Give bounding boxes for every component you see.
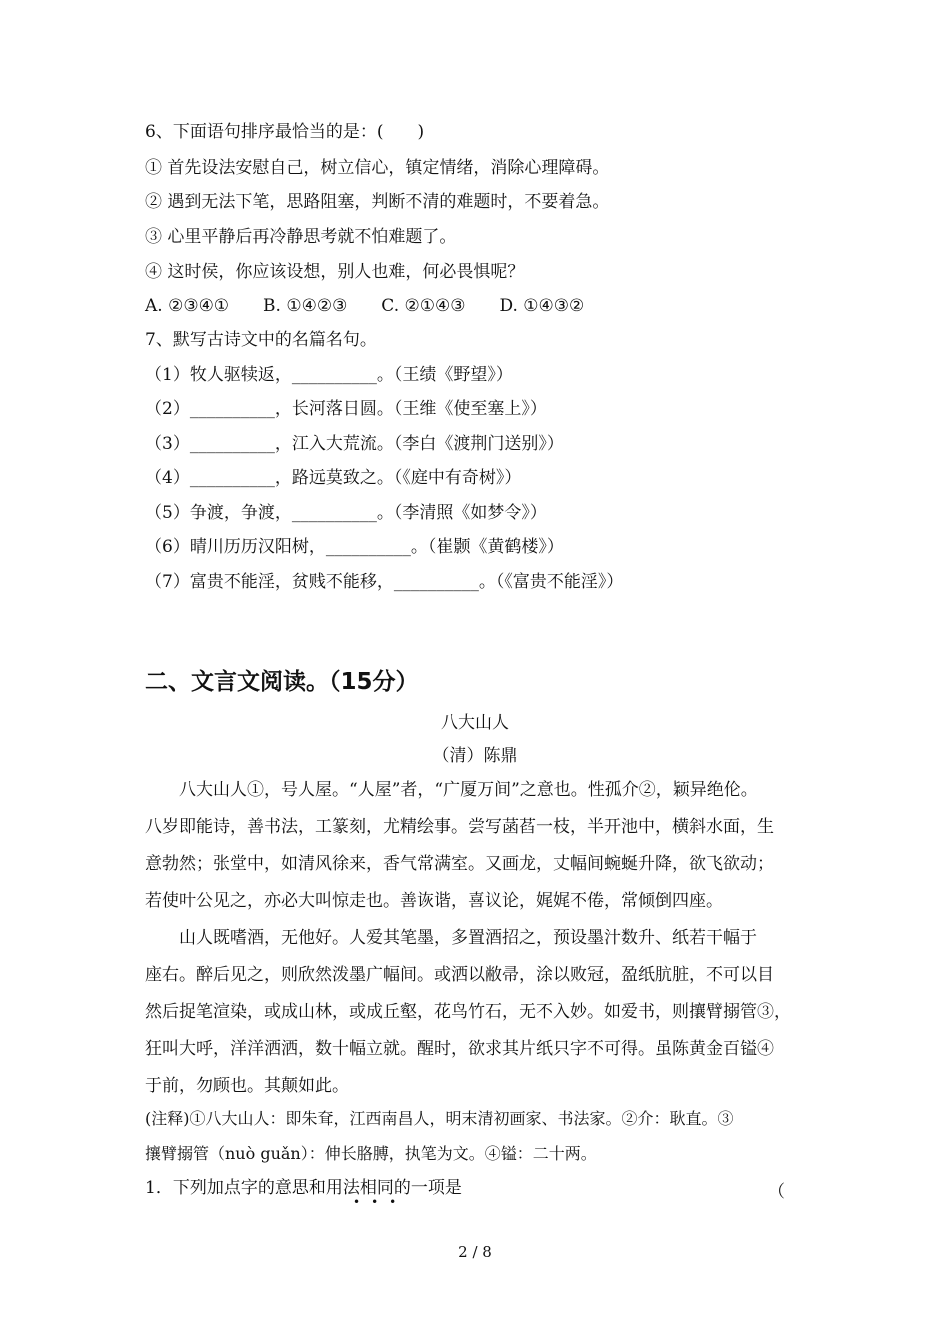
passage-title: 八大山人: [441, 713, 509, 733]
passage-author: （清）陈鼎: [432, 746, 518, 766]
q6-stem: 6、下面语句排序最恰当的是：( ): [145, 122, 425, 142]
q1-stem: 1．下列加点字的意思和用法相同的一项是: [145, 1178, 462, 1198]
p2-line-3: 然后捉笔渲染，或成山林，或成丘壑，花鸟竹石，无不入妙。如爱书，则攘臂搦管③，: [145, 1002, 791, 1022]
p1-line-4: 若使叶公见之，亦必大叫惊走也。善诙谐，喜议论，娓娓不倦，常倾倒四座。: [145, 891, 723, 911]
q6-sentence-1: ① 首先设法安慰自己，树立信心，镇定情绪，消除心理障碍。: [145, 158, 610, 178]
p1-line-3: 意勃然；张堂中，如清风徐来，香气常满室。又画龙，丈幅间蜿蜒升降，欲飞欲动；: [145, 854, 774, 874]
p1-line-2: 八岁即能诗，善书法，工篆刻，尤精绘事。尝写菡萏一枝，半开池中，横斜水面，生: [145, 817, 774, 837]
q7-item-4: （4）__________，路远莫致之。（《庭中有奇树》）: [145, 468, 522, 488]
q6-sentence-3: ③ 心里平静后再冷静思考就不怕难题了。: [145, 227, 457, 247]
q7-item-6: （6）晴川历历汉阳树，__________。（崔颢《黄鹤楼》）: [145, 537, 564, 557]
q7-item-2: （2）__________，长河落日圆。（王维《使至塞上》）: [145, 399, 547, 419]
q7-item-5: （5）争渡，争渡，__________。（李清照《如梦令》）: [145, 503, 547, 523]
q7-item-3: （3）__________，江入大荒流。（李白《渡荆门送别》）: [145, 434, 564, 454]
q7-item-7: （7）富贵不能淫，贫贱不能移，__________。（《富贵不能淫》）: [145, 572, 624, 592]
section-2-title: 二、文言文阅读。（15分）: [145, 669, 419, 695]
q7-item-1: （1）牧人驱犊返，__________。（王绩《野望》）: [145, 365, 513, 385]
p2-line-1: 山人既嗜酒，无他好。人爱其笔墨，多置酒招之，预设墨汁数升、纸若干幅于: [145, 928, 757, 948]
q6-sentence-2: ② 遇到无法下笔，思路阻塞，判断不清的难题时，不要着急。: [145, 192, 610, 212]
q7-stem: 7、默写古诗文中的名篇名句。: [145, 330, 377, 350]
q6-options: A. ②③④① B. ①④②③ C. ②①④③ D. ①④③②: [145, 296, 585, 316]
note-line-1: (注释)①八大山人：即朱耷，江西南昌人，明末清初画家、书法家。②介：耿直。③: [145, 1109, 734, 1128]
p1-line-1: 八大山人①，号人屋。“人屋”者，“广厦万间”之意也。性孤介②，颖异绝伦。: [145, 780, 758, 800]
q6-sentence-4: ④ 这时侯，你应该设想，别人也难，何必畏惧呢？: [145, 262, 525, 282]
p2-line-5: 于前，勿顾也。其颠如此。: [145, 1076, 349, 1096]
page-number: 2 / 8: [458, 1243, 492, 1261]
note-line-2: 攘臂搦管（nuò guǎn）：伸长胳膊，执笔为文。④镒：二十两。: [145, 1144, 597, 1163]
p2-line-2: 座右。醉后见之，则欣然泼墨广幅间。或洒以敝帚，涂以败冠，盈纸肮脏，不可以目: [145, 965, 774, 985]
emphasis-dots: •••: [353, 1195, 408, 1209]
q1-answer-paren: （: [768, 1182, 785, 1202]
p2-line-4: 狂叫大呼，洋洋洒洒，数十幅立就。醒时，欲求其片纸只字不可得。虽陈黄金百镒④: [145, 1039, 774, 1059]
